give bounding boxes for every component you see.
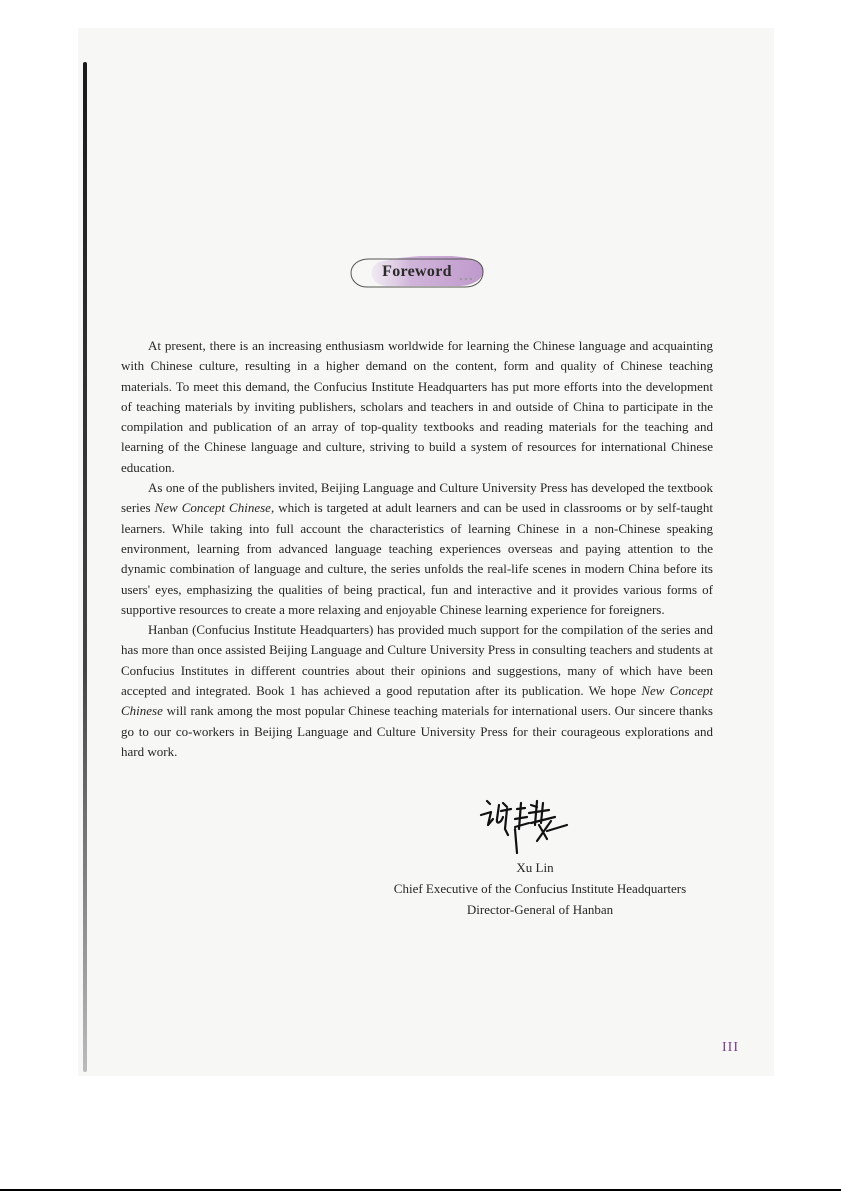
foreword-body	[121, 336, 713, 762]
page-number: III	[722, 1040, 739, 1055]
book-title: New Concept Chinese	[154, 500, 271, 516]
signatory-title: Chief Executive of the Confucius Institute Headquarters	[393, 881, 687, 896]
signatory-name: Xu Lin	[516, 860, 554, 875]
signatory-subtitle: Director-General of Hanban	[466, 902, 614, 917]
book-title: New Concept Chinese	[121, 683, 713, 719]
paragraph-3: Hanban (Confucius Institute Headquarters) has provided much support for the compilation of the series and has more than once assisted Beijing Language and Culture University Press in consulting teachers and students at Confucius Institutes in different countries about their opinions and suggestions, many of which have been accepted and integrated. Book 1 has achieved a good reputation after its publication. We hope New Concept Chinese will rank among the most popular Chinese teaching materials for international users. Our sincere thanks go to our co-workers in Beijing Language and Culture University Press for their courageous explorations and hard work.	[121, 622, 713, 759]
section-title: Foreword	[382, 263, 452, 280]
binding-edge-shadow	[83, 62, 87, 1072]
section-title-badge	[349, 256, 485, 292]
handwritten-signature-icon	[477, 795, 583, 857]
paragraph-2: As one of the publishers invited, Beijing Language and Culture University Press has developed the textbook series New Concept Chinese, which is targeted at adult learners and can be used in classrooms or by self-taught learners. While taking into full account the characteristics of learning Chinese in a non-Chinese speaking environment, learning from advanced language teaching experiences overseas and paying attention to the dynamic combination of language and culture, the series unfolds the real-life scenes in modern China before its users' eyes, emphasizing the qualities of being practical, fun and interactive and it provides various forms of supportive resources to create a more relaxing and enjoyable Chinese learning experience for foreigners.	[121, 480, 713, 617]
paragraph-1: At present, there is an increasing enthusiasm worldwide for learning the Chinese language and acquainting with Chinese culture, resulting in a higher demand on the content, form and quality of Chinese teaching materials. To meet this demand, the Confucius Institute Headquarters has put more efforts into the development of teaching materials by inviting publishers, scholars and teachers in and outside of China to participate in the compilation and publication of an array of top-quality textbooks and reading materials for the teaching and learning of the Chinese language and culture, striving to build a system of resources for international Chinese education.	[121, 338, 713, 475]
